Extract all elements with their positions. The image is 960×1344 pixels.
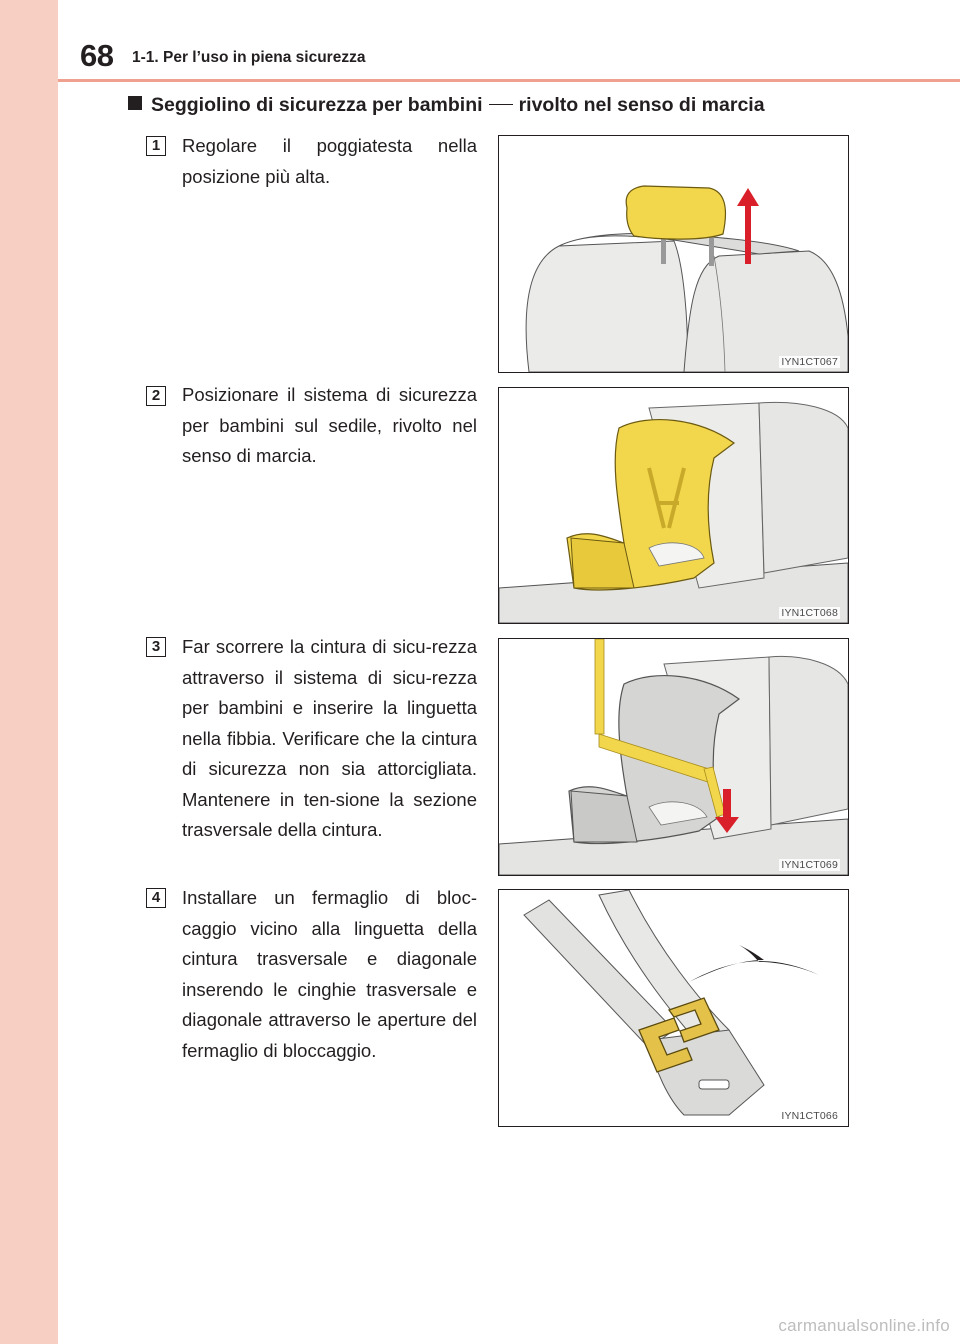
section-title-part2: rivolto nel senso di marcia <box>518 94 765 116</box>
step-2-figure <box>498 387 849 624</box>
step-4-text: Installare un fermaglio di bloc-caggio vicino alla linguetta della cintura trasversale e diagonale inserendo le cinghie trasversale e diagonale attraverso le aperture del fermaglio di bloccaggio. <box>182 887 477 1061</box>
step-3-number: 3 <box>146 637 166 657</box>
page-number: 68 <box>80 38 114 73</box>
step-2-figure-code: IYN1CT068 <box>781 607 838 619</box>
section-heading <box>128 94 765 117</box>
step-3-figure <box>498 638 849 876</box>
step-2-text: Posizionare il sistema di sicurezza per bambini sul sedile, rivolto nel senso di marcia. <box>182 384 477 466</box>
section-title-part1: Seggiolino di sicurezza per bambini <box>151 94 483 116</box>
step-2-number: 2 <box>146 386 166 406</box>
step-1-figure <box>498 135 849 373</box>
square-bullet-icon <box>128 96 142 110</box>
step-1-number: 1 <box>146 136 166 156</box>
step-4-figure <box>498 889 849 1127</box>
child-seat-placement-illustration <box>499 388 848 623</box>
left-margin-band <box>0 0 58 1344</box>
step-3-figure-code: IYN1CT069 <box>781 859 838 871</box>
watermark: carmanualsonline.info <box>778 1316 950 1335</box>
step-4-figure-code: IYN1CT066 <box>781 1110 838 1122</box>
step-4-number: 4 <box>146 888 166 908</box>
em-dash-rule <box>489 104 513 105</box>
step-1-text: Regolare il poggiatesta nella posizione più alta. <box>182 135 477 187</box>
step-3-text: Far scorrere la cintura di sicu-rezza attraverso il sistema di sicu-rezza per bambini e inserire la linguetta nella fibbia. Verificare che la cintura di sicurezza non sia attorcigliata. Mantenere in ten-sione la sezione trasversale della cintura. <box>182 636 477 840</box>
belt-routing-illustration <box>499 639 848 875</box>
locking-clip-illustration <box>499 890 848 1126</box>
headrest-raise-illustration <box>499 136 848 372</box>
header-rule <box>58 79 960 82</box>
chapter-title: 1-1. Per l’uso in piena sicurezza <box>132 49 366 66</box>
step-1-figure-code: IYN1CT067 <box>781 356 838 368</box>
